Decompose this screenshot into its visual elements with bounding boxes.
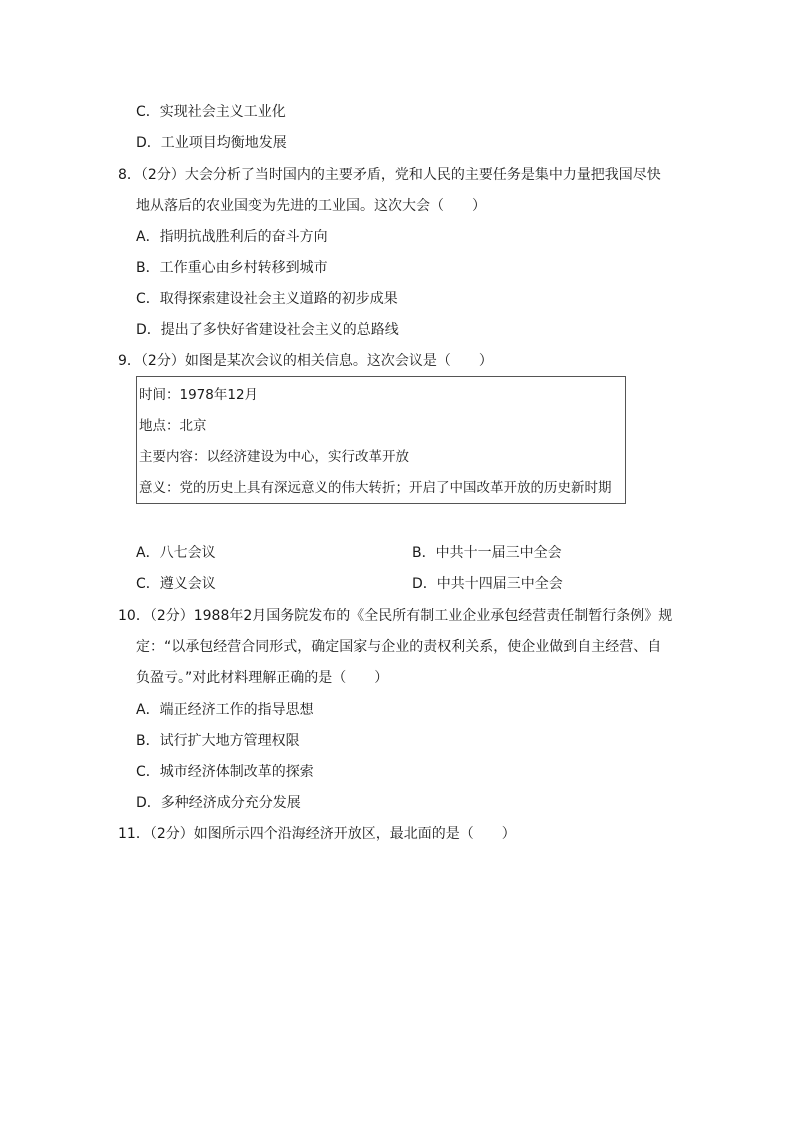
q8-stem-line1: 8．（2分）大会分析了当时国内的主要矛盾，党和人民的主要任务是集中力量把我国尽快 [118,167,661,183]
q9-stem: 9．（2分）如图是某次会议的相关信息。这次会议是（ ） [118,353,493,369]
q10-option-b: B．试行扩大地方管理权限 [136,733,300,749]
q8-stem-line2: 地从落后的农业国变为先进的工业国。这次大会（ ） [136,198,486,214]
q10-stem-line3: 负盈亏。”对此材料理解正确的是（ ） [136,670,389,686]
q9-info-content: 主要内容：以经济建设为中心，实行改革开放 [139,449,409,465]
q10-option-a: A．端正经济工作的指导思想 [136,702,314,718]
q9-info-place: 地点：北京 [139,418,207,434]
q8-option-a: A．指明抗战胜利后的奋斗方向 [136,229,328,245]
q10-stem-line1: 10．（2分）1988年2月国务院发布的《全民所有制工业企业承包经营责任制暂行条例》规 [118,608,673,624]
q10-stem-line2: 定：“以承包经营合同形式，确定国家与企业的责权利关系，使企业做到自主经营、自 [136,639,662,655]
q9-info-box [136,376,626,504]
q9-option-d: D．中共十四届三中全会 [412,576,563,592]
q9-option-b: B．中共十一届三中全会 [412,545,562,561]
q9-info-meaning: 意义：党的历史上具有深远意义的伟大转折；开启了中国改革开放的历史新时期 [139,480,612,496]
q9-info-time: 时间：1978年12月 [139,387,259,403]
q8-option-b: B．工作重心由乡村转移到城市 [136,260,328,276]
q7-option-d: D．工业项目均衡地发展 [136,135,287,151]
q8-option-d: D．提出了多快好省建设社会主义的总路线 [136,322,399,338]
q8-option-c: C．取得探索建设社会主义道路的初步成果 [136,291,398,307]
q11-stem: 11．（2分）如图所示四个沿海经济开放区，最北面的是（ ） [118,826,516,842]
q9-option-c: C．遵义会议 [136,576,216,592]
q10-option-c: C．城市经济体制改革的探索 [136,764,314,780]
q10-option-d: D．多种经济成分充分发展 [136,795,301,811]
q7-option-c: C．实现社会主义工业化 [136,104,286,120]
q9-option-a: A．八七会议 [136,545,216,561]
